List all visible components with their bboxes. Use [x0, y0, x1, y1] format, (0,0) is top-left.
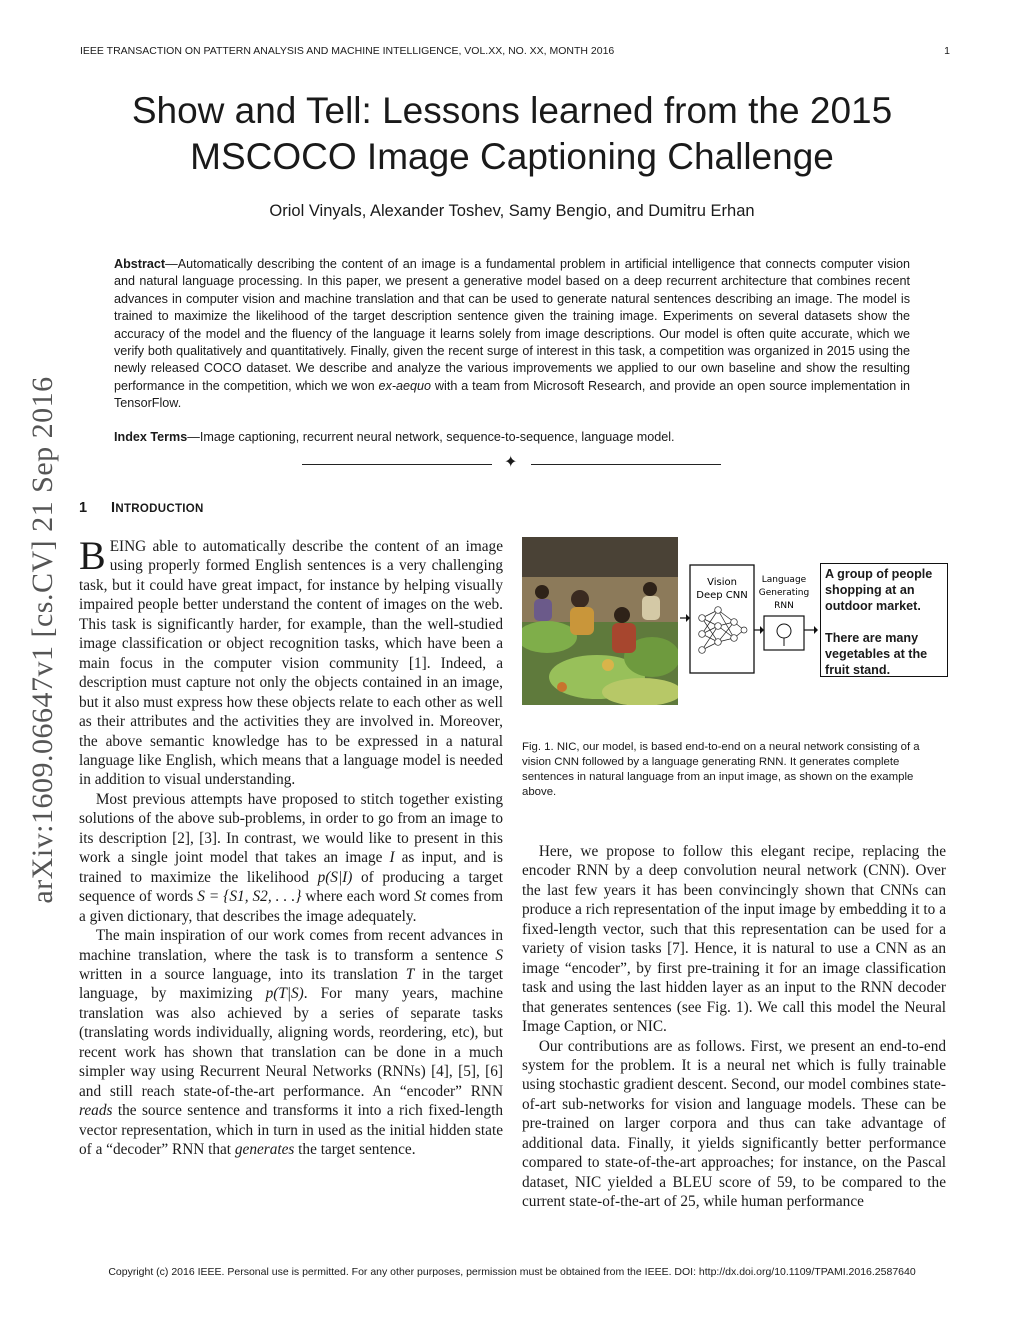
left-column — [79, 533, 504, 1160]
paragraph-3 — [79, 926, 503, 1159]
title-line-1: Show and Tell: Lessons learned from the 2015 — [131, 90, 893, 131]
language-label-1: Language — [761, 575, 807, 585]
first-word-rest: EING — [109, 538, 147, 555]
language-label-2: Generating — [758, 588, 810, 598]
vision-label-2: Deep CNN — [696, 590, 748, 601]
separator-diamond-icon: ✦ — [504, 454, 518, 471]
p2-text-e: comes from a given dictionary, that describes the image adequately. — [79, 888, 503, 925]
market-photo — [522, 537, 678, 705]
right-column — [522, 842, 946, 1212]
math-p-t-given-s: p(T|S) — [265, 985, 304, 1003]
math-S: S — [495, 946, 503, 964]
abstract-text: —Automatically describing the content of an image is a fundamental problem in artificial intelligence that connects computer vision and natural language processing. In this paper, we present a generative model based on a deep recurrent architecture that combines recent advances in computer vision and machine translation and that can be used to generate natural sentences describing an image. The model is trained to maximize the likelihood of the target description sentence given the training image. Experiments on several datasets show the accuracy of the model and the fluency of the language it learns solely from image descriptions. Our model is often quite accurate, which we verify both qualitatively and quantitatively. Finally, given the recent surge of interest in this task, a competition was organized in 2015 using the newly released COCO dataset. We describe and analyze the various improvements we applied to our own baseline and show the resulting performance in the competition, which we won — [114, 257, 910, 393]
abstract-text-end: with a team from Microsoft Research, and provide an open source implementation in TensorFlow. — [114, 378, 910, 411]
p3-text-a: The main inspiration of our work comes from recent advances in machine translation, where the task is to transform a sentence — [79, 927, 503, 964]
rnn-output-arrow-head — [814, 626, 818, 634]
p2-text-a: Most previous attempts have proposed to stitch together existing solutions of the above sub-problems, in order to go from an image to its description [2], [3]. In contrast, we would like to present in this work a single joint model that takes an image — [79, 790, 503, 867]
p2-text-d: where each word — [301, 888, 415, 906]
journal-line: IEEE TRANSACTION ON PATTERN ANALYSIS AND MACHINE INTELLIGENCE, VOL.XX, NO. XX, MONTH 2016 — [80, 45, 615, 57]
section-heading — [79, 500, 204, 516]
title-line-2: MSCOCO Image Captioning Challenge — [190, 136, 834, 177]
section-number: 1 — [79, 500, 88, 516]
p2-text-c: of producing a target sequence of words — [79, 868, 503, 906]
math-p-s-given-i: p(S|I) — [317, 868, 353, 886]
generated-caption-box — [820, 563, 948, 677]
paragraph-4: Here, we propose to follow this elegant recipe, replacing the encoder RNN by a deep convolution neural network (CNN). Over the last few years it has been convincingly shown that CNNs can produce a rich representation of the input image by embedding it to a fixed-length vector, such that this representation can be used for a variety of vision tasks [7]. Hence, it is natural to use a CNN as an image “encoder”, by first pre-training it for an image classification task and using the last hidden layer as an input to the RNN decoder that generates sentences (see Fig. 1). We call this model the Neural Image Caption, or NIC. — [522, 843, 946, 1036]
arxiv-identifier: arXiv:1609.06647v1 [cs.CV] 21 Sep 2016 — [26, 376, 59, 904]
paragraph-2 — [79, 790, 503, 926]
abstract-label: Abstract — [114, 257, 166, 271]
index-terms-label: Index Terms — [114, 430, 188, 444]
paragraph-5: Our contributions are as follows. First, we present an end-to-end system for the problem. It is a neural net which is fully trainable using stochastic gradient descent. Second, our model combines state-of-art sub-networks for vision and language models. These can be pre-trained on larger corpora and thus can take advantage of additional data. Finally, it yields significantly better performance compared to state-of-the-art approaches; for instance, on the Pascal dataset, NIC yielded a BLEU score of 59, to be compared to the current state-of-the-art of 25, while human performance — [522, 1037, 946, 1211]
section-title-rest: NTRODUCTION — [115, 503, 204, 515]
p2-text-b: as input, and is trained to maximize the likelihood — [79, 849, 503, 886]
index-terms-text: —Image captioning, recurrent neural network, sequence-to-sequence, language model. — [187, 430, 675, 444]
p3-text-b: written in a source language, into its translation — [79, 965, 406, 983]
index-terms — [114, 430, 910, 444]
math-sequence: S = {S1, S2, . . .} — [197, 888, 302, 906]
emphasis-generates: generates — [234, 1141, 295, 1159]
copyright-footer: Copyright (c) 2016 IEEE. Personal use is permitted. For any other purposes, permission must be obtained from the IEEE. DOI: http://dx.doi.org/10.1109/TPAMI.2016.2587640 — [108, 1266, 916, 1278]
math-I: I — [389, 849, 395, 867]
abstract — [114, 256, 910, 413]
emphasis-reads: reads — [79, 1102, 113, 1120]
separator-rule-right — [531, 464, 721, 465]
running-head — [80, 45, 950, 57]
math-T: T — [405, 965, 415, 983]
generated-caption-1: A group of people shopping at an outdoor market. — [825, 567, 933, 613]
section-title-initial: I — [111, 500, 116, 516]
abstract-emphasis: ex-aequo — [378, 378, 432, 393]
paragraph-1-text: able to automatically describe the content of an image using properly formed English sentences is a very challenging task, but it could have great impact, for instance by helping visually impaired people better understand the content of images on the web. This task is significantly harder, for example, than the well-studied image classification or object recognition tasks, which have been a main focus in the computer vision community [1]. Indeed, a description must capture not only the objects contained in an image, but it also must express how these objects relate to each other as well as their attributes and the activities they are involved in. Moreover, the above semantic knowledge has to be expressed in a natural language like English, which means that a language model is needed in addition to visual understanding. — [79, 538, 503, 789]
paper-title — [60, 88, 964, 180]
vision-label-1: Vision — [707, 577, 737, 588]
p3-text-c: in the target language, by maximizing — [79, 965, 504, 1003]
generated-caption-2: There are many vegetables at the fruit stand. — [825, 631, 928, 677]
math-st: St — [414, 888, 427, 906]
p3-text-d: . For many years, machine translation was also achieved by a series of separate tasks (translating words individually, aligning words, reordering, etc), but recent work has shown that translation can be done in a much simpler way using Recurrent Neural Networks (RNNs) [4], [5], [6] and still reach state-of-the-art performance. An “encoder” RNN — [79, 985, 503, 1100]
market-photo-illustration — [522, 537, 678, 705]
p3-text-e: the source sentence and transforms it into a rich fixed-length vector representation, which in turn in used as the initial hidden state of a “decoder” RNN that — [79, 1102, 503, 1159]
author-list: Oriol Vinyals, Alexander Toshev, Samy Bengio, and Dumitru Erhan — [269, 202, 755, 220]
drop-cap: B — [79, 533, 106, 578]
nic-architecture-diagram — [680, 560, 820, 680]
separator-rule-left — [302, 464, 492, 465]
paragraph-intro — [79, 533, 503, 790]
page-number: 1 — [944, 45, 950, 57]
figure-caption: Fig. 1. NIC, our model, is based end-to-end on a neural network consisting of a vision CNN followed by a language generating RNN. It generates complete sentences in natural language from an input image, as shown on the example above. — [522, 741, 920, 798]
p3-text-f: the target sentence. — [294, 1141, 416, 1159]
language-label-3: RNN — [774, 601, 794, 611]
